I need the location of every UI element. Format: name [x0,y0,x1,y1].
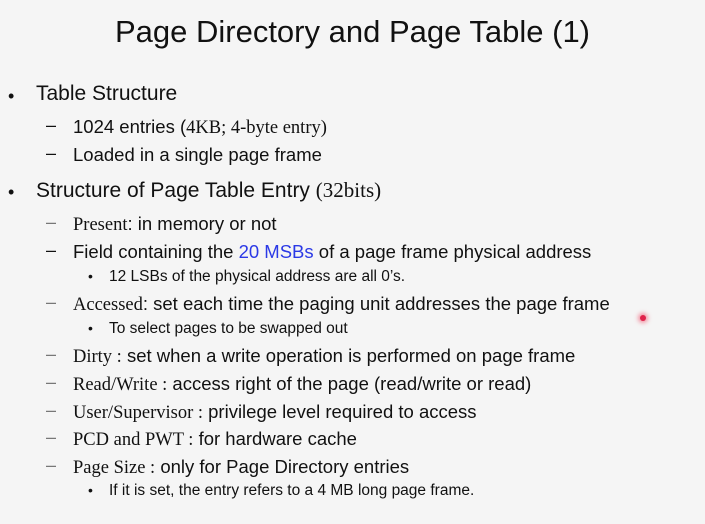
desc-present: : in memory or not [127,213,277,234]
bullet-dash: – [46,143,57,163]
laser-pointer-dot [640,315,646,321]
desc-dirty: set when a write operation is performed on page frame [121,345,576,366]
item-user-supervisor [73,401,477,424]
bullet-dash: – [46,212,57,232]
sub-item-4mb: If it is set, the entry refers to a 4 MB long page frame. [109,482,475,499]
desc-user-supervisor: privilege level required to access [203,401,477,422]
heading-text-serif: (32bits) [315,178,382,202]
item-single-page-frame: Loaded in a single page frame [73,144,322,165]
field-text-b: of a page frame physical address [313,241,592,262]
item-page-size [73,456,409,479]
desc-accessed: : set each time the paging unit addresses the page frame [142,293,610,314]
bullet-dash: – [46,115,57,135]
desc-read-write: access right of the page (read/write or read) [167,373,532,394]
field-text-a: Field containing the [73,241,239,262]
bullet-dash: – [46,292,57,312]
slide-title: Page Directory and Page Table (1) [114,14,591,49]
field-highlight: 20 MSBs [238,241,314,262]
bullet-dot-small: • [88,482,93,498]
bullet-dot: • [8,182,15,202]
heading-entry-structure [36,178,381,203]
desc-page-size: only for Page Directory entries [155,456,410,477]
bullet-dash: – [46,372,57,392]
item-text-serif: 4KB; 4-byte entry) [186,118,327,138]
item-text: 1024 entries ( [73,116,187,137]
sub-item-lsbs: 12 LSBs of the physical address are all 0’s. [109,268,406,285]
desc-pcd-pwt: for hardware cache [193,428,357,449]
item-accessed [73,293,610,316]
bullet-dot-small: • [88,320,93,336]
term-user-supervisor: User/Supervisor : [73,403,203,423]
bullet-dash: – [46,400,57,420]
item-1024-entries [73,116,327,139]
term-dirty: Dirty : [73,347,122,367]
term-read-write: Read/Write : [73,375,168,395]
bullet-dash: – [46,240,57,260]
item-dirty [73,345,575,368]
term-present: Present [73,215,128,235]
heading-text: Structure of Page Table Entry [36,179,316,202]
term-pcd-pwt: PCD and PWT : [73,430,194,450]
bullet-dash: – [46,427,57,447]
term-accessed: Accessed [73,295,143,315]
term-page-size: Page Size : [73,458,156,478]
item-present [73,213,277,236]
bullet-dot-small: • [88,268,93,284]
bullet-dash: – [46,344,57,364]
sub-item-swapped: To select pages to be swapped out [109,320,348,337]
item-pcd-pwt [73,428,357,451]
bullet-dash: – [46,455,57,475]
item-read-write [73,373,531,396]
item-field-msbs [73,241,591,263]
bullet-dot: • [8,86,15,106]
heading-table-structure: Table Structure [36,82,178,105]
